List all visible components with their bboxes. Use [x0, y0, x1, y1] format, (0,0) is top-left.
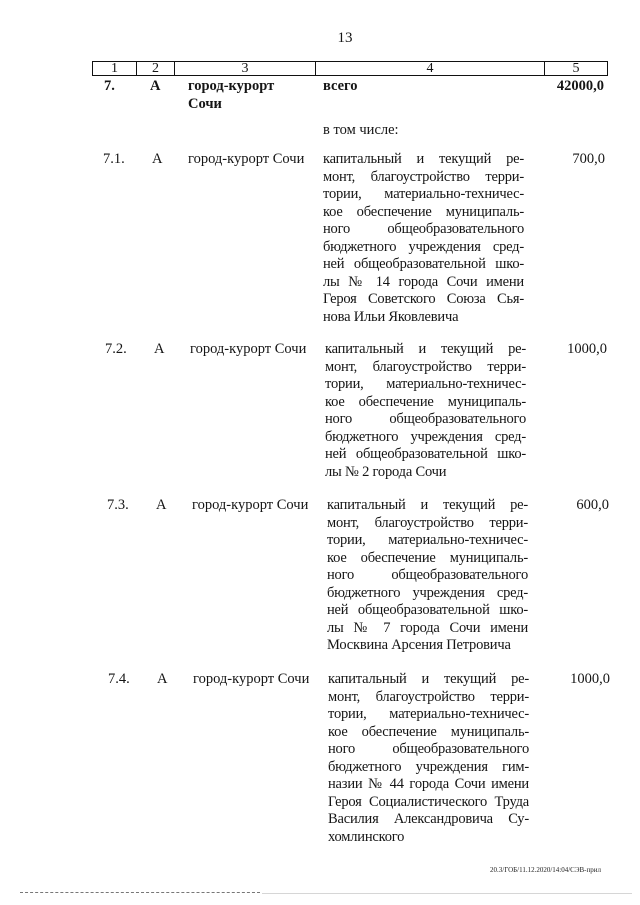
description-line: кое обеспечение муниципаль-	[327, 549, 528, 566]
row-number: 7.	[104, 78, 115, 94]
row-description	[323, 151, 524, 326]
row-description	[327, 497, 528, 655]
description-line: тории, материально-техничес-	[323, 186, 524, 202]
description-line: монт, благоустройство терри-	[325, 358, 526, 375]
description-line: назии № 44 города Сочи имени	[328, 776, 529, 792]
row-number: 7.3.	[107, 497, 129, 513]
description-line: бюджетного учреждения сред-	[325, 428, 526, 445]
row-location: город-курорт Сочи	[193, 671, 310, 687]
description-line: бюджетного учреждения сред-	[327, 584, 528, 601]
description-line: Москвина Арсения Петровича	[327, 637, 511, 653]
header-cell: 4	[316, 62, 545, 75]
description-line: ней общеобразовательной шко-	[325, 446, 526, 462]
subheading: в том числе:	[323, 122, 399, 138]
column-number-header	[92, 61, 608, 76]
description-line: тории, материально-техничес-	[328, 706, 529, 722]
description-line: капитальный и текущий ре-	[323, 151, 524, 167]
description-line: ней общеобразовательной шко-	[323, 256, 524, 272]
row-amount: 700,0	[572, 151, 605, 167]
description-line: кое обеспечение муниципаль-	[328, 723, 529, 740]
description-line: монт, благоустройство терри-	[323, 168, 524, 185]
description-line: капитальный и текущий ре-	[328, 671, 529, 687]
row-location	[188, 78, 274, 113]
description-line: лы № 7 города Сочи имени	[327, 619, 528, 636]
row-location-line: город-курорт	[188, 78, 275, 94]
row-amount: 600,0	[576, 497, 609, 513]
row-letter: А	[154, 341, 165, 357]
description-line: Героя Советского Союза Сья-	[323, 291, 524, 307]
row-location: город-курорт Сочи	[188, 151, 305, 167]
scan-edge-line	[262, 893, 632, 894]
row-number: 7.1.	[103, 151, 125, 167]
description-line: ного общеобразовательного	[328, 741, 529, 757]
description-line: ного общеобразовательного	[325, 411, 526, 427]
row-description	[325, 341, 526, 481]
header-cell: 5	[572, 61, 580, 76]
description-line: капитальный и текущий ре-	[327, 497, 528, 513]
row-description: всего	[323, 78, 358, 94]
description-line: кое обеспечение муниципаль-	[325, 393, 526, 410]
description-line: лы № 14 города Сочи имени	[323, 273, 524, 290]
description-line: ного общеобразовательного	[327, 567, 528, 583]
description-line: лы № 2 города Сочи	[325, 463, 447, 480]
description-line: монт, благоустройство терри-	[328, 688, 529, 705]
description-line: Героя Социалистического Труда	[328, 793, 529, 810]
description-line: бюджетного учреждения гим-	[328, 758, 529, 775]
row-letter: А	[156, 497, 167, 513]
row-amount: 1000,0	[567, 341, 607, 357]
description-line: нова Ильи Яковлевича	[323, 308, 459, 325]
row-location: город-курорт Сочи	[190, 341, 307, 357]
row-letter: А	[152, 151, 163, 167]
description-line: хомлинского	[328, 828, 405, 845]
row-amount: 42000,0	[556, 78, 604, 94]
row-number: 7.4.	[108, 671, 130, 687]
scan-edge-marks	[20, 892, 260, 893]
row-amount: 1000,0	[570, 671, 610, 687]
description-line: тории, материально-техничес-	[327, 532, 528, 548]
description-line: монт, благоустройство терри-	[327, 514, 528, 531]
row-letter: А	[157, 671, 168, 687]
description-line: капитальный и текущий ре-	[325, 341, 526, 357]
description-line: ней общеобразовательной шко-	[327, 602, 528, 618]
description-line: Василия Александровича Су-	[328, 811, 529, 827]
header-cell: 3	[175, 62, 316, 75]
row-number: 7.2.	[105, 341, 127, 357]
description-line: кое обеспечение муниципаль-	[323, 203, 524, 220]
row-location-line: Сочи	[188, 95, 222, 112]
row-letter: А	[150, 78, 161, 94]
row-description	[328, 671, 529, 846]
description-line: ного общеобразовательного	[323, 221, 524, 237]
description-line: тории, материально-техничес-	[325, 376, 526, 392]
page-number: 13	[337, 30, 353, 46]
description-line: бюджетного учреждения сред-	[323, 238, 524, 255]
footer-code: 20.3/ГОБ/11.12.2020/14:04/СЭВ-прил	[490, 866, 601, 874]
header-cell: 1	[93, 62, 137, 75]
header-cell: 2	[137, 62, 175, 75]
row-location: город-курорт Сочи	[192, 497, 309, 513]
